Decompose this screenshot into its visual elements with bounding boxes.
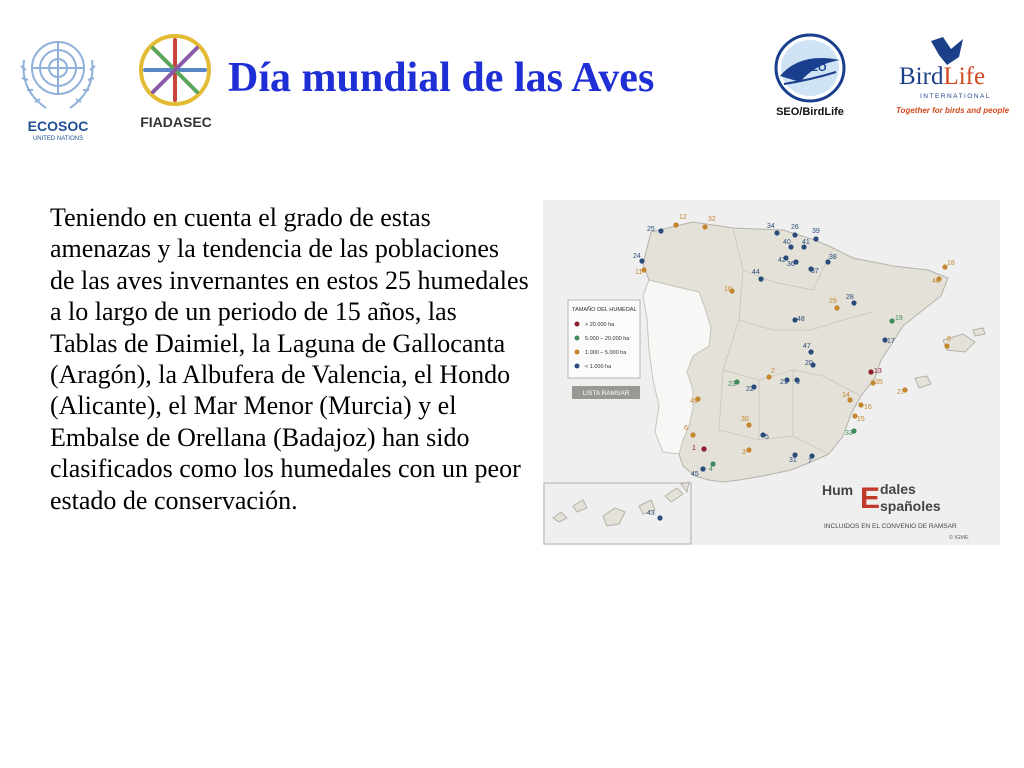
wetland-marker-number: 7 [808, 458, 812, 465]
wetland-marker-number: 31 [789, 457, 797, 464]
legend-label: > 20.000 ha [585, 322, 615, 328]
wetland-marker-number: 10 [724, 286, 732, 293]
wetland-marker-dot[interactable] [702, 224, 707, 229]
seo-birdlife-logo [770, 32, 850, 122]
wetland-marker-dot[interactable] [658, 228, 663, 233]
wetland-marker[interactable] [794, 377, 800, 386]
ecosoc-name: ECOSOC [27, 118, 89, 134]
wetland-marker-dot[interactable] [657, 515, 662, 520]
birdlife-wordmark [899, 63, 985, 91]
ecosoc-logo [18, 30, 98, 150]
wetland-marker-number: 5 [765, 434, 769, 441]
legend-swatch [575, 336, 580, 341]
wetland-marker-dot[interactable] [758, 276, 763, 281]
wetland-marker-number: 19 [895, 315, 903, 322]
legend-title: TAMAÑO DEL HUMEDAL [572, 307, 637, 313]
wetland-marker-dot[interactable] [774, 230, 779, 235]
wetland-marker-number: 23 [728, 381, 736, 388]
legend-swatch [575, 364, 580, 369]
ramsar-list-button[interactable] [572, 386, 640, 399]
fiadasec-emblem-icon [133, 30, 219, 112]
wetland-marker-number: 26 [791, 224, 799, 231]
wetland-marker-number: 46 [932, 278, 940, 285]
seo-name: SEO/BirdLife [776, 106, 844, 118]
wetland-marker-dot[interactable] [673, 222, 678, 227]
wetland-marker-number: 13 [874, 368, 882, 375]
legend-label: 1.000 – 5.000 ha [585, 350, 627, 356]
wetland-marker-number: 28 [846, 294, 854, 301]
birdlife-international: INTERNATIONAL [919, 93, 992, 100]
legend-label: 5.000 – 20.000 ha [585, 336, 630, 342]
wetland-marker-number: 21 [780, 379, 788, 386]
wetland-marker-dot[interactable] [868, 369, 873, 374]
un-emblem-icon [18, 30, 98, 120]
seo-inner-label: SEO [803, 62, 827, 74]
wetland-marker-number: 47 [803, 343, 811, 350]
map-credit: © IGME [949, 535, 969, 541]
wetland-marker-number: 1 [692, 445, 696, 452]
wetland-marker-dot[interactable] [746, 422, 751, 427]
wetland-marker-number: 49 [690, 398, 698, 405]
wetland-marker-number: 45 [691, 471, 699, 478]
wetland-marker-dot[interactable] [746, 447, 751, 452]
brand-dales: dales [880, 481, 916, 497]
fiadasec-logo [133, 30, 219, 135]
wetland-marker-number: 22 [746, 386, 754, 393]
wetland-marker-number: 35 [875, 379, 883, 386]
wetland-marker-number: 38 [829, 254, 837, 261]
wetland-marker-number: 11 [635, 269, 643, 276]
wetland-marker-number: 25 [647, 226, 655, 233]
wetland-marker-number: 20 [805, 360, 813, 367]
wetland-marker-number: 17 [887, 338, 895, 345]
wetland-marker-dot[interactable] [834, 305, 839, 310]
wetland-marker-dot[interactable] [792, 232, 797, 237]
wetland-marker-number: 32 [708, 216, 716, 223]
wetland-marker-number: 6 [684, 425, 688, 432]
fiadasec-name: FIADASEC [140, 114, 212, 130]
wetland-marker-dot[interactable] [808, 349, 813, 354]
birdlife-word-life: Life [943, 63, 986, 90]
wetland-marker-number: 36 [787, 261, 795, 268]
wetland-marker-dot[interactable] [690, 432, 695, 437]
wetlands-map [543, 200, 1000, 545]
wetland-marker-number: 41 [802, 239, 810, 246]
wetland-marker-dot[interactable] [766, 374, 771, 379]
wetland-marker-number: 12 [679, 214, 687, 221]
wetland-marker-number: 3 [742, 449, 746, 456]
wetland-marker-dot[interactable] [813, 236, 818, 241]
legend-label: < 1.000 ha [585, 364, 612, 370]
wetland-marker-number: 2 [771, 368, 775, 375]
wetland-marker-number: 29 [829, 298, 837, 305]
legend-swatch [575, 322, 580, 327]
wetland-marker-number: 34 [767, 223, 775, 230]
wetland-marker-number: 18 [947, 260, 955, 267]
map-legend [568, 300, 640, 378]
wetland-marker-dot[interactable] [858, 402, 863, 407]
map-subtitle: INCLUIDOS EN EL CONVENIO DE RAMSAR [824, 523, 957, 530]
wetland-marker-number: 16 [864, 404, 872, 411]
wetland-marker-number: 48 [797, 316, 805, 323]
birdlife-word-bird: Bird [899, 63, 944, 90]
wetland-marker-number: 42 [778, 257, 786, 264]
wetland-marker-number: 33 [845, 430, 853, 437]
brand-hum: Hum [822, 482, 854, 498]
wetland-marker-dot[interactable] [944, 343, 949, 348]
wetland-marker-dot[interactable] [701, 446, 706, 451]
birdlife-tagline: Together for birds and people [895, 106, 1010, 115]
birdlife-logo [885, 35, 1020, 120]
wetland-marker-number: 4 [709, 466, 713, 473]
wetland-marker-number: 8 [947, 336, 951, 343]
wetland-marker-number: 27 [897, 389, 905, 396]
legend-swatch [575, 350, 580, 355]
wetland-marker-number: 40 [783, 239, 791, 246]
wetland-marker-number: 39 [812, 228, 820, 235]
wetland-marker-number: 24 [633, 253, 641, 260]
brand-spanoles: spañoles [880, 498, 941, 514]
ecosoc-subtitle: UNITED NATIONS [32, 136, 84, 142]
ramsar-list-label: LISTA RAMSAR [582, 390, 630, 397]
wetland-marker-dot[interactable] [700, 466, 705, 471]
wetland-marker-dot[interactable] [889, 318, 894, 323]
wetland-marker-number: 43 [647, 510, 655, 517]
wetland-marker-number: 14 [842, 392, 850, 399]
slide-title: Día mundial de las Aves [228, 55, 655, 101]
body-paragraph: Teniendo en cuenta el grado de estas amenazas y la tendencia de las poblaciones de las aves invernantes en estos 25 humedales a lo largo de un periodo de 15 años, las Tablas de Daimiel, la Laguna de Gallocanta (Aragón), la Albufera de Valencia, el Hondo (Alicante), el Mar Menor (Murcia) y el Embalse de Orellana (Badajoz) han sido clasificados como los humedales con un peor estado de conservación. [50, 203, 529, 515]
wetland-marker-number: 30 [741, 416, 749, 423]
wetland-marker-number: 37 [811, 268, 819, 275]
wetland-marker-number: 9 [796, 379, 800, 386]
spain-wetlands-map-svg [543, 200, 1000, 545]
wetland-marker-number: 44 [752, 269, 760, 276]
wetland-marker-dot[interactable] [851, 300, 856, 305]
brand-big-e: E [860, 482, 881, 515]
wetland-marker-number: 15 [857, 416, 865, 423]
